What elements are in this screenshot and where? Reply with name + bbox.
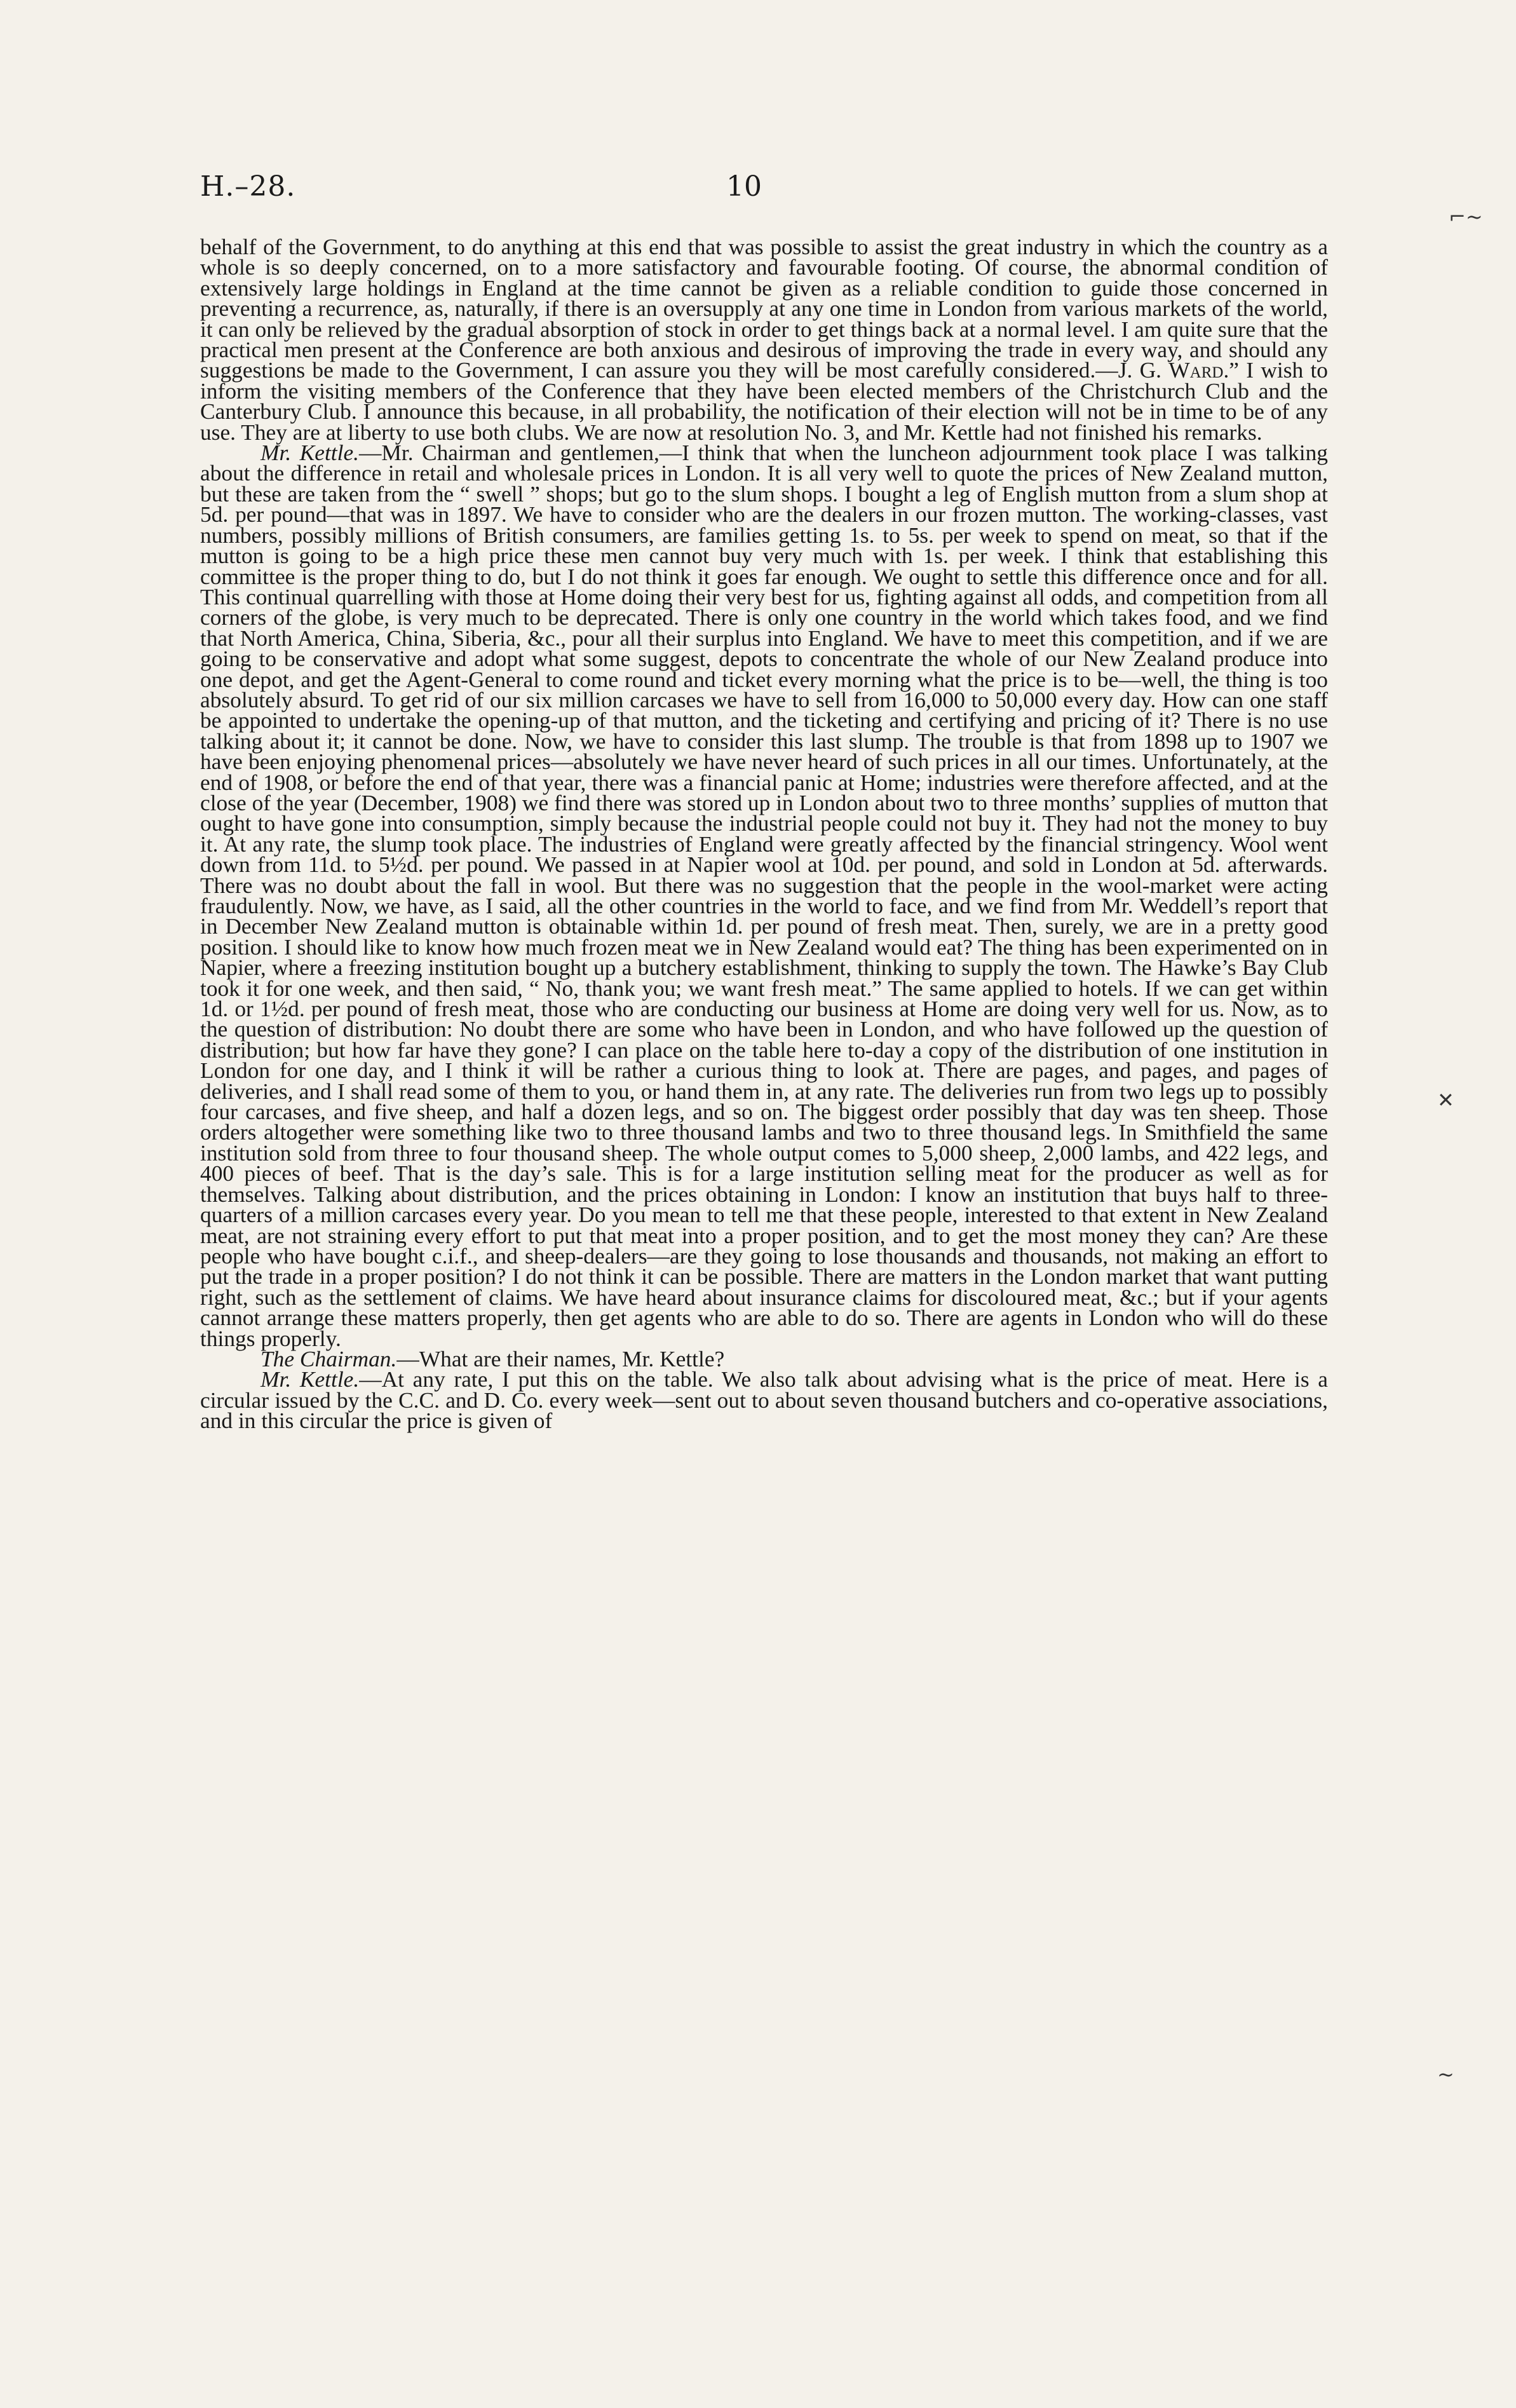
- speaker-name: Mr. Kettle.: [261, 440, 359, 466]
- speech-text: —Mr. Chairman and gentlemen,—I think that when the luncheon adjournment took place I was talking about the difference in retail and wholesale prices in London. It is all very well to quote the prices of New Zealand mutton, but these are taken from the “ swell ” shops; but go to the slum shops. I bought a leg of English mutton from a slum shop at 5d. per pound—that was in 1897. We have to consider who are the dealers in our frozen mutton. The working-classes, vast numbers, possibly millions of British consumers, are families getting 1s. to 5s. per week to spend on meat, so that if the mutton is going to be a high price these men cannot buy very much with 1s. per week. I think that establishing this committee is the proper thing to do, but I do not think it goes far enough. We ought to settle this difference once and for all. This continual quarrelling with those at Home doing their very best for us, fighting against all odds, and competition from all corners of the globe, is very much to be deprecated. There is only one country in the world which takes food, and we find that North America, China, Siberia, &c., pour all their surplus into England. We have to meet this competition, and if we are going to be conservative and adopt what some suggest, depots to concentrate the whole of our New Zealand produce into one depot, and get the Agent-General to come round and ticket every morning what the price is to be—well, the thing is too absolutely absurd. To get rid of our six million carcases we have to sell from 16,000 to 50,000 every day. How can one staff be appointed to undertake the opening-up of that mutton, and the ticketing and certifying and pricing of it? There is no use talking about it; it cannot be done. Now, we have to consider this last slump. The trouble is that from 1898 up to 1907 we have been enjoying phenomenal prices—absolutely we have never heard of such prices in all our times. Unfortunately, at the end of 1908, or before the end of that year, there was a financial panic at Home; industries were therefore affected, and at the close of the year (December, 1908) we find there was stored up in London about two to three months’ supplies of mutton that ought to have gone into consumption, simply because the industrial people could not buy it. They had not the money to buy it. At any rate, the slump took place. The industries of England were greatly affected by the financial stringency. Wool went down from 11d. to 5½d. per pound. We passed in at Napier wool at 10d. per pound, and sold in London at 5d. afterwards. There was no doubt about the fall in wool. But there was no suggestion that the people in the wool-market were acting fraudulently. Now, we have, as I said, all the other countries in the world to face, and we find from Mr. Weddell’s report that in December New Zealand mutton is obtainable within 1d. per pound of fresh meat. Then, surely, we are in a pretty good position. I should like to know how much frozen meat we in New Zealand would eat? The thing has been experimented on in Napier, where a freezing institution bought up a butchery establishment, thinking to supply the town. The Hawke’s Bay Club took it for one week, and then said, “ No, thank you; we want fresh meat.” The same applied to hotels. If we can get within 1d. or 1½d. per pound of fresh meat, those who are conducting our business at Home are doing very well for us. Now, as to the question of distribution: No doubt there are some who have been in London, and who have followed up the question of distribution; but how far have they gone? I can place on the table here to-day a copy of the distribution of one institution in London for one day, and I think it will be rather a curious thing to look at. There are pages, and pages, and pages of deliveries, and I shall read some of them to you, or hand them in, at any rate. The deliveries run from two legs up to possibly four carcases, and five sheep, and half a dozen legs, and so on. The biggest order possibly that day was ten sheep. Those orders altogether were something like two to three thousand lambs and two to three thousand legs. In Smithfield the same institution sold from three to four thousand sheep. The whole output comes to 5,000 sheep, 2,000 lambs, and 422 legs, and 400 pieces of beef. That is the day’s sale. This is for a large institution selling meat for the producer as well as for themselves. Talking about distribution, and the prices obtaining in London: I know an institution that buys half to three-quarters of a million carcases every year. Do you mean to tell me that these people, interested to that extent in New Zealand meat, are not straining every effort to put that meat into a proper position, and to get the most money they can? Are these people who have bought c.i.f., and sheep-dealers—are they going to lose thousands and thousands, not making an effort to put the trade in a proper position? I do not think it can be possible. There are matters in the London market that want putting right, such as the settlement of claims. We have heard about insurance claims for discoloured meat, &c.; but if your agents cannot arrange these matters properly, then get agents who are able to do so. There are agents in London who will do these things properly.: [200, 440, 1328, 1351]
- speech-text: —At any rate, I put this on the table. We also talk about advising what is the price of meat. Here is a circular issued by the C.C. and D. Co. every week—sent out to about seven thousand butchers and co-operative associations, and in this circular the price is given of: [200, 1366, 1328, 1434]
- speaker-name: The Chairman.: [261, 1345, 397, 1371]
- speech-paragraph: [200, 1366, 1328, 1434]
- margin-mark-lower: ~: [1437, 2062, 1454, 2086]
- page-number: 10: [726, 170, 762, 203]
- page-header: [200, 170, 1328, 221]
- margin-mark-top: ⌐~: [1449, 205, 1483, 229]
- letter-signature: Ward: [1168, 357, 1224, 383]
- speech-paragraph: [200, 442, 1328, 1349]
- paragraph-text-after: .” I wish to inform the visiting members of the Conference that they have been elected members of the Christchurch Club and the Canterbury Club. I announce this because, in all probability, the notification of their election will not be in time to be of any use. They are at liberty to use both clubs. We are now at resolution No. 3, and Mr. Kettle had not finished his remarks.: [200, 357, 1328, 445]
- speaker-name: Mr. Kettle.: [261, 1366, 360, 1392]
- paragraph-continuation: [200, 234, 1328, 445]
- margin-mark-middle: ✕: [1437, 1088, 1454, 1112]
- document-reference: H.–28.: [200, 170, 296, 203]
- paragraph-text: behalf of the Government, to do anything at this end that was possible to assist the great industry in which the country as a whole is so deeply concerned, on to a more satisfactory and favourable footing. Of course, the abnormal condition of extensively large holdings in England at the time cannot be given as a reliable condition to guide those concerned in preventing a recurrence, as, naturally, if there is an oversupply at any one time in London from various markets of the world, it can only be relieved by the gradual absorption of stock in order to get things back at a normal level. I am quite sure that the practical men present at the Conference are both anxious and desirous of improving the trade in every way, and should any suggestions be made to the Government, I can assure you they will be most carefully considered.—J. G.: [200, 234, 1328, 383]
- speech-text: —What are their names, Mr. Kettle?: [396, 1345, 725, 1371]
- body-text: [200, 234, 1328, 1434]
